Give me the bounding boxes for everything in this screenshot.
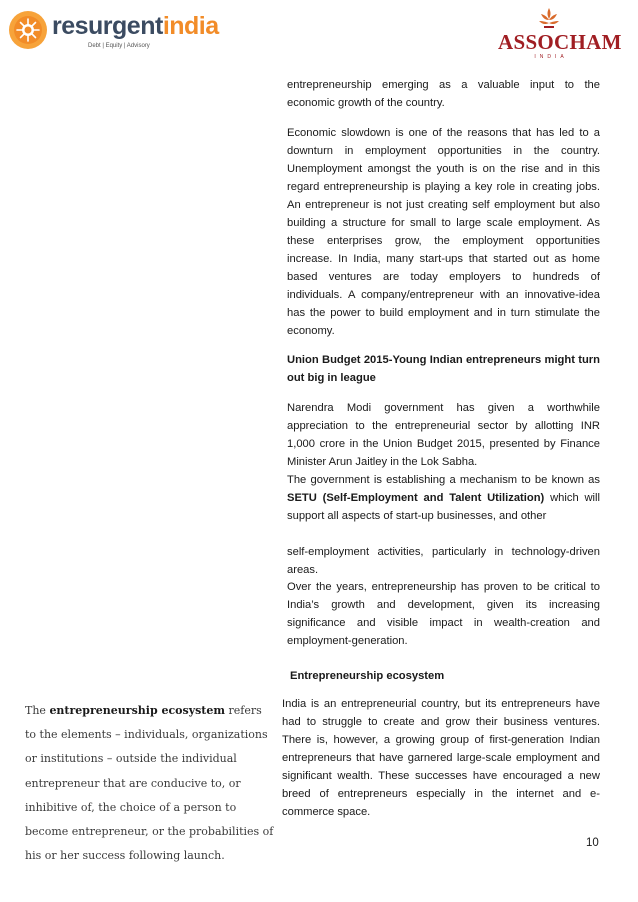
- sunburst-logo-icon: [8, 10, 48, 50]
- assocham-logo: [498, 6, 630, 60]
- assocham-emblem-icon: [538, 6, 560, 32]
- paragraph-modi-government: Narendra Modi government has given a worthwhile appreciation to the entrepreneurial sector by allotting INR 1,000 crore in the Union Budget 2015, presented by Finance Minister Arun Jaitley in the Lok Sabha.: [287, 402, 600, 468]
- assocham-subtitle: INDIA: [534, 54, 568, 60]
- sidebar-term: entrepreneurship ecosystem: [49, 704, 226, 717]
- assocham-wordmark: ASSOCHAM: [498, 30, 622, 54]
- resurgent-india-logo: [8, 10, 219, 60]
- intro-line-1: entrepreneurship emerging as a valuable input to the: [287, 79, 600, 91]
- heading-ecosystem: Entrepreneurship ecosystem: [290, 670, 445, 682]
- setu-name: SETU (Self-Employment and Talent Utilization): [287, 492, 545, 504]
- intro-line-2: economic growth of the country.: [287, 97, 445, 109]
- sidebar-definition: [25, 699, 275, 868]
- sidebar-definition-text: refers to the elements – individuals, organizations or institutions – outside the individual entrepreneur that are conducive to, or inhibitive of, the choice of a person to become entrepreneur, or the probabilities of his or her success following launch.: [25, 704, 274, 863]
- setu-text-before: The government is establishing a mechanism to be known as: [287, 474, 600, 486]
- paragraph-intro: [287, 76, 600, 112]
- setu-text-after: which will support all aspects of start-up businesses, and other: [287, 492, 600, 522]
- heading-union-budget: Union Budget 2015-Young Indian entrepreneurs might turn out big in league: [287, 354, 600, 384]
- logo-tagline: Debt | Equity | Advisory: [88, 43, 150, 49]
- paragraph-entrepreneurial-country: India is an entrepreneurial country, but its entrepreneurs have had to struggle to create and grow their business ventures. There is, however, a growing group of first-generation Indian entrepreneurs that have garnered large-scale employment and significant wealth. These successes have encouraged a new breed of entrepreneurs especially in the internet and e-commerce space.: [282, 698, 600, 818]
- paragraph-setu: [287, 471, 600, 525]
- paragraph-self-employment: self-employment activities, particularly in technology-driven areas.: [287, 546, 600, 576]
- paragraph-economic-slowdown: Economic slowdown is one of the reasons that has led to a downturn in employment opportunities in the country. Unemployment amongst the youth is on the rise and in this regard entrepreneurship is playing a key role in creating jobs. An entrepreneur is not just creating self employment but also building a structure for small to large scale employment. As these enterprises grow, the employment opportunities increase. In India, many start-ups that started out as home based ventures are today employers to hundreds of individuals. A company/entrepreneur with an innovative-idea has the power to build employment and in turn stimulate the economy.: [287, 127, 600, 337]
- sidebar-prefix: The: [25, 704, 50, 717]
- paragraph-growth: Over the years, entrepreneurship has proven to be critical to India’s growth and development, given its increasing significance and visible impact in wealth-creation and employment-generation.: [287, 581, 600, 647]
- logo-wordmark: resurgentindia: [52, 12, 219, 40]
- page-number: 10: [586, 837, 599, 849]
